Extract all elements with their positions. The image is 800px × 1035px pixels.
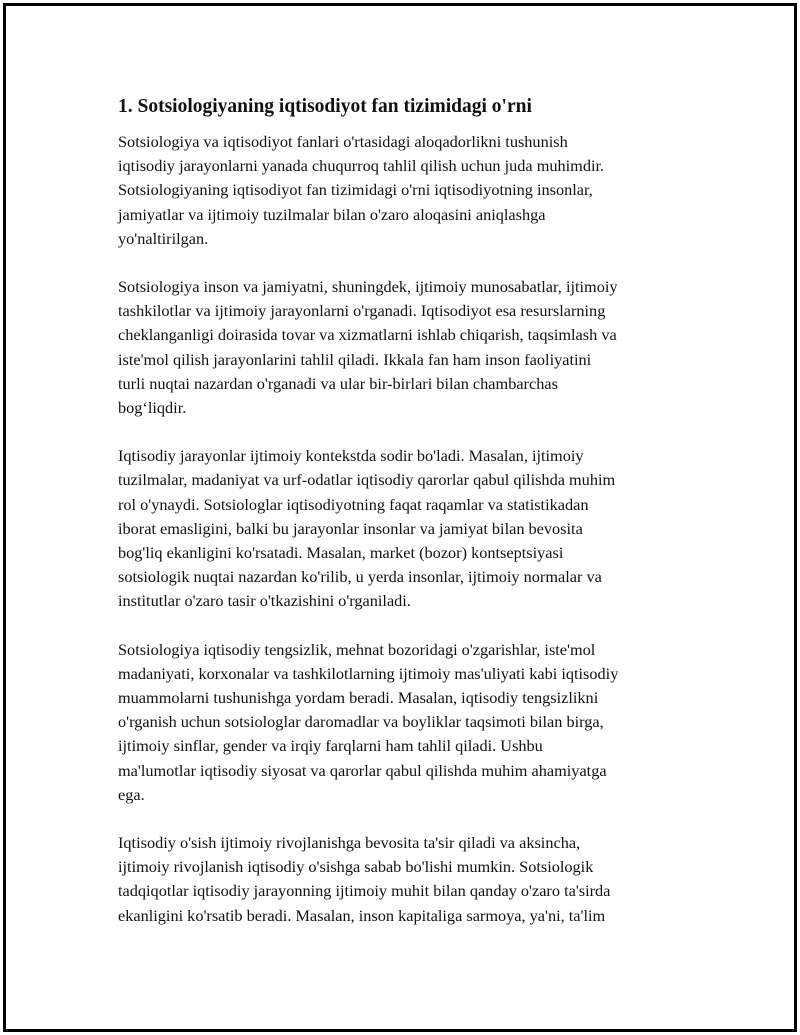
text-line: iborat emasligini, balki bu jarayonlar insonlar va jamiyat bilan bevosita xyxy=(118,518,583,538)
paragraph-3 xyxy=(118,444,693,613)
text-line: institutlar o'zaro tasir o'tkazishini o'rganiladi. xyxy=(118,591,411,611)
text-line: Sotsiologiya va iqtisodiyot fanlari o'rtasidagi aloqadorlikni tushunish xyxy=(118,132,568,151)
text-line: tashkilotlar va ijtimoiy jarayonlarni o'rganadi. Iqtisodiyot esa resurslarning xyxy=(118,301,606,321)
text-line: ijtimoiy rivojlanish iqtisodiy o'sishga sabab bo'lishi mumkin. Sotsiologik xyxy=(118,857,594,877)
section-heading: 1. Sotsiologiyaning iqtisodiyot fan tizimidagi o'rni xyxy=(118,96,532,117)
text-line: tadqiqotlar iqtisodiy jarayonning ijtimoiy muhit bilan qanday o'zaro ta'sirda xyxy=(118,881,611,901)
text-line: rol o'ynaydi. Sotsiologlar iqtisodiyotning faqat raqamlar va statistikadan xyxy=(118,494,589,514)
text-line: cheklanganligi doirasida tovar va xizmatlarni ishlab chiqarish, taqsimlash va xyxy=(118,325,617,345)
text-line: Sotsiologiya iqtisodiy tengsizlik, mehnat bozoridagi o'zgarishlar, iste'mol xyxy=(118,639,596,659)
text-line: madaniyati, korxonalar va tashkilotlarning ijtimoiy mas'uliyati kabi iqtisodiy xyxy=(118,663,619,683)
text-line: turli nuqtai nazardan o'rganadi va ular bir-birlari bilan chambarchas xyxy=(118,373,558,393)
text-line: iste'mol qilish jarayonlarini tahlil qiladi. Ikkala fan ham inson faoliyatini xyxy=(118,349,592,369)
paragraph-5 xyxy=(118,831,693,928)
text-line: o'rganish uchun sotsiologlar daromadlar va boyliklar taqsimoti bilan birga, xyxy=(118,712,604,732)
text-line: muammolarni tushunishga yordam beradi. Masalan, iqtisodiy tengsizlikni xyxy=(118,688,599,708)
document-body xyxy=(118,94,693,952)
text-line: jamiyatlar va ijtimoiy tuzilmalar bilan o'zaro aloqasini aniqlashga xyxy=(118,204,546,224)
paragraph-2 xyxy=(118,275,693,420)
text-line: yo'naltirilgan. xyxy=(118,228,209,248)
text-line: ega. xyxy=(118,784,145,804)
paragraph-1 xyxy=(118,130,693,251)
text-line: Iqtisodiy jarayonlar ijtimoiy kontekstda sodir bo'ladi. Masalan, ijtimoiy xyxy=(118,446,584,466)
text-line: ma'lumotlar iqtisodiy siyosat va qarorlar qabul qilishda muhim ahamiyatga xyxy=(118,760,607,780)
text-line: Sotsiologiya inson va jamiyatni, shuningdek, ijtimoiy munosabatlar, ijtimoiy xyxy=(118,277,618,297)
text-line: ekanligini ko'rsatib beradi. Masalan, inson kapitaliga sarmoya, ya'ni, ta'lim xyxy=(118,905,606,925)
text-line: Iqtisodiy o'sish ijtimoiy rivojlanishga bevosita ta'sir qiladi va aksincha, xyxy=(118,833,581,853)
text-line: bog‘liqdir. xyxy=(118,398,187,418)
text-line: sotsiologik nuqtai nazardan ko'rilib, u yerda insonlar, ijtimoiy normalar va xyxy=(118,567,602,587)
text-line: Sotsiologiyaning iqtisodiyot fan tizimidagi o'rni iqtisodiyotning insonlar, xyxy=(118,180,593,200)
text-line: iqtisodiy jarayonlarni yanada chuqurroq tahlil qilish uchun juda muhimdir. xyxy=(118,156,605,176)
text-line: bog'liq ekanligini ko'rsatadi. Masalan, market (bozor) kontseptsiyasi xyxy=(118,543,564,563)
paragraph-4 xyxy=(118,638,693,807)
text-line: tuzilmalar, madaniyat va urf-odatlar iqtisodiy qarorlar qabul qilishda muhim xyxy=(118,470,616,490)
text-line: ijtimoiy sinflar, gender va irqiy farqlarni ham tahlil qiladi. Ushbu xyxy=(118,736,543,756)
